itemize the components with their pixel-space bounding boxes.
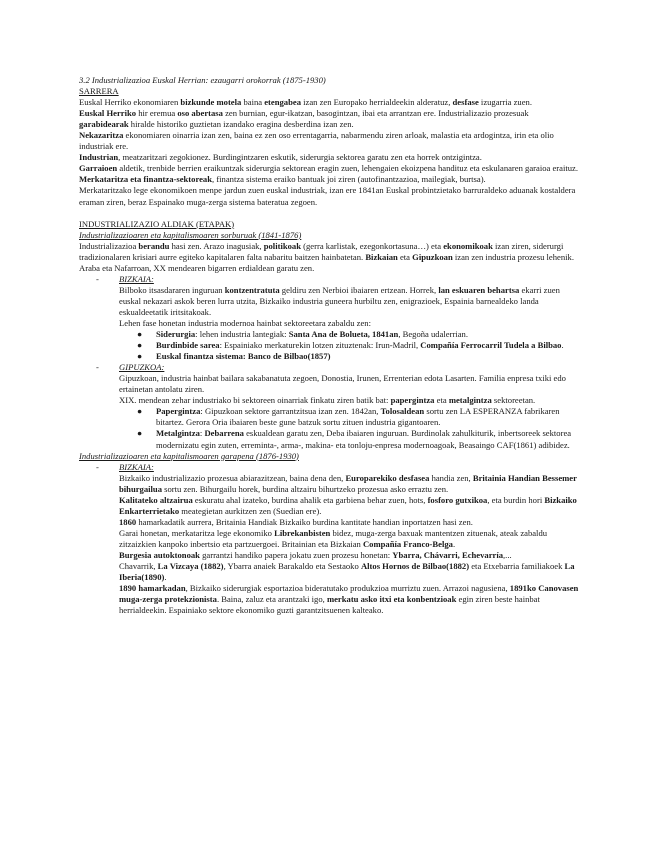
emphasis-text: Euskal finantza sistema: Banco de Bilbao(1857): [156, 351, 331, 362]
dash-bullet: -: [96, 362, 99, 373]
emphasis-text: Siderurgia: [156, 329, 196, 340]
bullet-text: Metalgintza: Debarrena eskualdean garatu zen, Deba ibaiaren inguruan. Burdinolak zahulkiturik, inbertsoreek sektorea modernizatu egin zuten, erreminta-, arma-, makina- eta tonloju-enpresa modernoagoak, Beasaingo CAF(1861) adibidez.: [156, 428, 572, 450]
bullet-text: Siderurgia: lehen industria lantegiak: Santa Ana de Bolueta, 1841an, Begoña udalerrian.: [156, 329, 468, 340]
section-heading-aldiak: INDUSTRIALIZAZIO ALDIAK (ETAPAK): [79, 218, 235, 229]
paragraph: Garraioen aldetik, trenbide berrien eraikuntzak siderurgia sektorean eragin zuen, lehengaien ekoizpena handituz eta eskulanaren garaioa eraituz.: [79, 163, 579, 174]
emphasis-text: Ybarra, Chávarri, Echevarría: [392, 549, 504, 560]
sarrera-paragraphs: [79, 97, 579, 207]
paragraph: Nekazaritza ekonomiaren oinarria izan zen, baina ez zen oso errentagarria, nabarmendu ziren arloak, malastia eta ardogintza, irin eta olio industriak ere.: [79, 130, 554, 152]
list-label: BIZKAIA:: [119, 273, 154, 284]
bullet-item: [79, 329, 579, 340]
emphasis-text: Nekazaritza: [79, 130, 124, 141]
emphasis-text: Compañía Ferrocarril Tudela a Bilbao: [420, 340, 562, 351]
emphasis-text: metalgintza: [448, 395, 492, 406]
emphasis-text: Industrian: [79, 152, 119, 163]
list-item-gipuzkoa: [79, 362, 579, 406]
emphasis-text: fosforo gutxikoa: [427, 494, 488, 505]
list-label: BIZKAIA:: [119, 461, 154, 472]
section-heading-sarrera: SARRERA: [79, 86, 119, 97]
paragraph: Merkataritza eta finantza-sektoreak, finantza sistema eraiko bantuak joi ziren (autofinantzazioa, mailegiak, burtsa).: [79, 174, 486, 185]
emphasis-text: 1860: [119, 516, 137, 527]
emphasis-text: La Iberia(1890): [119, 561, 575, 583]
bullet-dot: ●: [137, 329, 143, 340]
bullet-item: [79, 351, 579, 362]
emphasis-text: 1891ko Canovasen muga-zerga protekzionista: [119, 583, 579, 605]
paragraph: Bizkaiko industrializazio prozesua abiarazitzean, baina dena den, Europarekiko desfasea handia zen, Britainia Handian Bessemer bihurgailua sortu zen. Bihurgailu horek, burdina altzairu bihurtzeko prozesua asko erraztu zen.: [119, 472, 577, 494]
emphasis-text: Debarrena: [204, 428, 244, 439]
bullet-dot: ●: [137, 340, 143, 351]
emphasis-text: Gipuzkoan: [412, 251, 453, 262]
emphasis-text: Tolosaldean: [380, 406, 425, 417]
emphasis-text: politikoak: [263, 240, 301, 251]
emphasis-text: ekonomikoak: [443, 240, 493, 251]
bullet-item: [79, 428, 579, 450]
emphasis-text: bizkunde motela: [180, 97, 242, 108]
emphasis-text: Bizkaiko Enkarterrietako: [119, 494, 577, 516]
emphasis-text: Bizkaian: [365, 251, 398, 262]
dash-bullet: -: [96, 273, 99, 284]
emphasis-text: papergintza: [390, 395, 435, 406]
paragraph: XIX. mendean zehar industriako bi sektoreen oinarriak finkatu ziren batik bat: papergintza eta metalgintza sektoreetan.: [119, 395, 536, 406]
emphasis-text: 1890 hamarkadan: [119, 583, 186, 594]
bullet-item: [79, 406, 579, 428]
emphasis-text: lan eskuaren behartsa: [438, 284, 520, 295]
list-item-bizkaia: [79, 274, 579, 329]
bullet-dot: ●: [137, 406, 143, 417]
paragraph: Kalitateko altzairua eskuratu ahal izateko, burdina ahalik eta garbiena behar zuen, hots, fosforo gutxikoa, eta burdin hori Bizkaiko Enkarterrietako meategietan aurkitzen zen (Suedian ere).: [119, 494, 577, 516]
emphasis-text: oso abertasa: [177, 108, 223, 119]
emphasis-text: Merkataritza eta finantza-sektoreak: [79, 174, 213, 185]
bullet-text: Papergintza: Gipuzkoan sektore garrantzitsua izan zen. 1842an, Tolosaldean sortu zen LA ESPERANZA fabrikaren bitartez. Gerora Oria ibaiaren beste gune batzuk sortu zituen industria gigantoaren.: [156, 406, 560, 428]
list-label: GIPUZKOA:: [119, 362, 165, 373]
paragraph: Garai honetan, merkataritza lege ekonomiko Librekanbisten bidez, muga-zerga baxuak mantentzen zituenak, ateak zabaldu zitzaizkien kanpoko inbertsio eta partzuergoei. Britainian eta Bizkaian Compañía Franco-Belga.: [119, 527, 548, 549]
emphasis-text: Euskal Herriko: [79, 108, 137, 119]
emphasis-text: Metalgintza: [156, 428, 200, 439]
emphasis-text: itxi eta konbentzioak: [379, 594, 457, 605]
emphasis-text: Burdinbide sarea: [156, 340, 220, 351]
paragraph: 1890 hamarkadan, Bizkaiko siderurgiak esportazioa bideratutako produkzioa murriztu zuen. Arrazoi nagusiena, 1891ko Canovasen muga-zerga protekzionista. Baina, zaluz eta arantzaki igo, merkatu asko itxi eta konbentzioak egin ziren beste hainbat herrialdeekin. Espainiako sektore ekonomiko guzti garantzitsuenen kalteako.: [119, 583, 579, 616]
bullet-dot: ●: [137, 351, 143, 362]
bullet-dot: ●: [137, 428, 143, 439]
emphasis-text: Europarekiko desfasea: [345, 472, 430, 483]
emphasis-text: Librekanbisten: [274, 527, 331, 538]
emphasis-text: Kalitateko altzairua: [119, 494, 193, 505]
emphasis-text: Altos Hornos de Bilbao(1882): [360, 561, 470, 572]
bullet-text: Burdinbide sarea: Espainiako merkaturekin lotzen zituztenak: Irun-Madril, Compañía Ferrocarril Tudela a Bilbao.: [156, 340, 564, 351]
bullet-item: [79, 340, 579, 351]
paragraph: Merkataritzako lege ekonomikoen menpe jardun zuen euskal industriak, izan ere 1841an Euskal probintzietako barruraldeko aduanak kostaldera eraman ziren, beraz Espainako muga-zerga sistema bateratua zegoen.: [79, 185, 576, 207]
paragraph: Chavarrik, La Vizcaya (1882), Ybarra anaiek Barakaldo eta Sestaoko Altos Hornos de Bilbao(1882) eta Etxebarria familiakoek La Iberia(1890).: [119, 561, 575, 583]
document-body: [79, 75, 579, 616]
emphasis-text: Garraioen: [79, 163, 118, 174]
subsection-heading: Industrializazioaren eta kapitalismoaren garapena (1876-1930): [79, 450, 299, 461]
emphasis-text: Santa Ana de Bolueta, 1841an: [288, 329, 399, 340]
subsection-heading: Industrializazioaren eta kapitalismoaren sorburuak (1841-1876): [79, 229, 302, 240]
emphasis-text: Papergintza: [156, 406, 201, 417]
list-item-bizkaia: [79, 462, 579, 617]
paragraph: Bilboko itsasdararen inguruan kontzentratuta geldiru zen Nerbioi ibaiaren ertzean. Horrek, lan eskuaren behartsa ekarri zuen euskal nekazari askok beren lurra utzita, Bizkaiko industria guneera hurbiltu zen, enigrazioek, Espainia barnealdeko landa eskualdeetatik iritsitakoak.: [119, 284, 560, 317]
paragraph: Gipuzkoan, industria hainbat bailara sakabanatuta zegoen, Donostia, Irunen, Errenterian edota Lasarten. Familia enpresa txiki edo ertainetan antolatu ziren.: [119, 373, 566, 395]
paragraph: Euskal Herriko ekonomiaren bizkunde motela baina etengabea izan zen Europako herrialdeekin alderatuz, desfase izugarria zuen.: [79, 97, 532, 108]
emphasis-text: berandu: [138, 240, 170, 251]
emphasis-text: kontzentratuta: [224, 284, 280, 295]
emphasis-text: etengabea: [264, 97, 301, 108]
emphasis-text: garabidearak: [79, 119, 129, 130]
bullet-text: [156, 351, 579, 362]
dash-bullet: -: [96, 461, 99, 472]
paragraph: Burgesia autoktonoak garrantzi handiko papera jokatu zuen prozesu honetan: Ybarra, Chávarri, Echevarría,...: [119, 549, 512, 560]
paragraph: Lehen fase honetan industria modernoa hainbat sektoreetara zabaldu zen:: [119, 317, 371, 328]
emphasis-text: merkatu asko: [326, 594, 378, 605]
emphasis-text: Britainia Handian Bessemer bihurgailua: [119, 472, 577, 494]
paragraph: Industrian, meatzaritzari zegokionez. Burdingintzaren eskutik, siderurgia sektorea garatu zen eta horrek ontzigintza.: [79, 152, 482, 163]
paragraph: Euskal Herriko hir eremua oso abertasa zen burnian, egur-ikatzan, basogintzan, ibai eta arrantzan ere. Industrializazio prozesuak garabidearak hiralde historiko guztietan izandako eragina desberdina izan zen.: [79, 108, 529, 130]
emphasis-text: Compañía Franco-Belga: [362, 538, 453, 549]
emphasis-text: La Vizcaya (1882): [157, 561, 224, 572]
emphasis-text: Burgesia autoktonoak: [119, 549, 200, 560]
paragraph: 1860 hamarkadatik aurrera, Britainia Handiak Bizkaiko burdina kantitate handian inportatzen hasi zen.: [119, 516, 473, 527]
emphasis-text: desfase: [452, 97, 479, 108]
document-title: 3.2 Industrializazioa Euskal Herrian: ezaugarri orokorrak (1875-1930): [79, 75, 326, 85]
paragraph: Industrializazioa berandu hasi zen. Arazo inagusiak, politikoak (gerra karlistak, ezegonkortasuna…) eta ekonomikoak izan ziren, siderurgi tradizionalaren krisiari aurre egiteko kapitalaren falta nabaritu baitzen hainbatetan. Bizkaian eta Gipuzkoan izan zen industria prozesu lehenik. Araba eta Nafarroan, XX mendearen bigarren erdialdean garatu zen.: [79, 240, 574, 273]
